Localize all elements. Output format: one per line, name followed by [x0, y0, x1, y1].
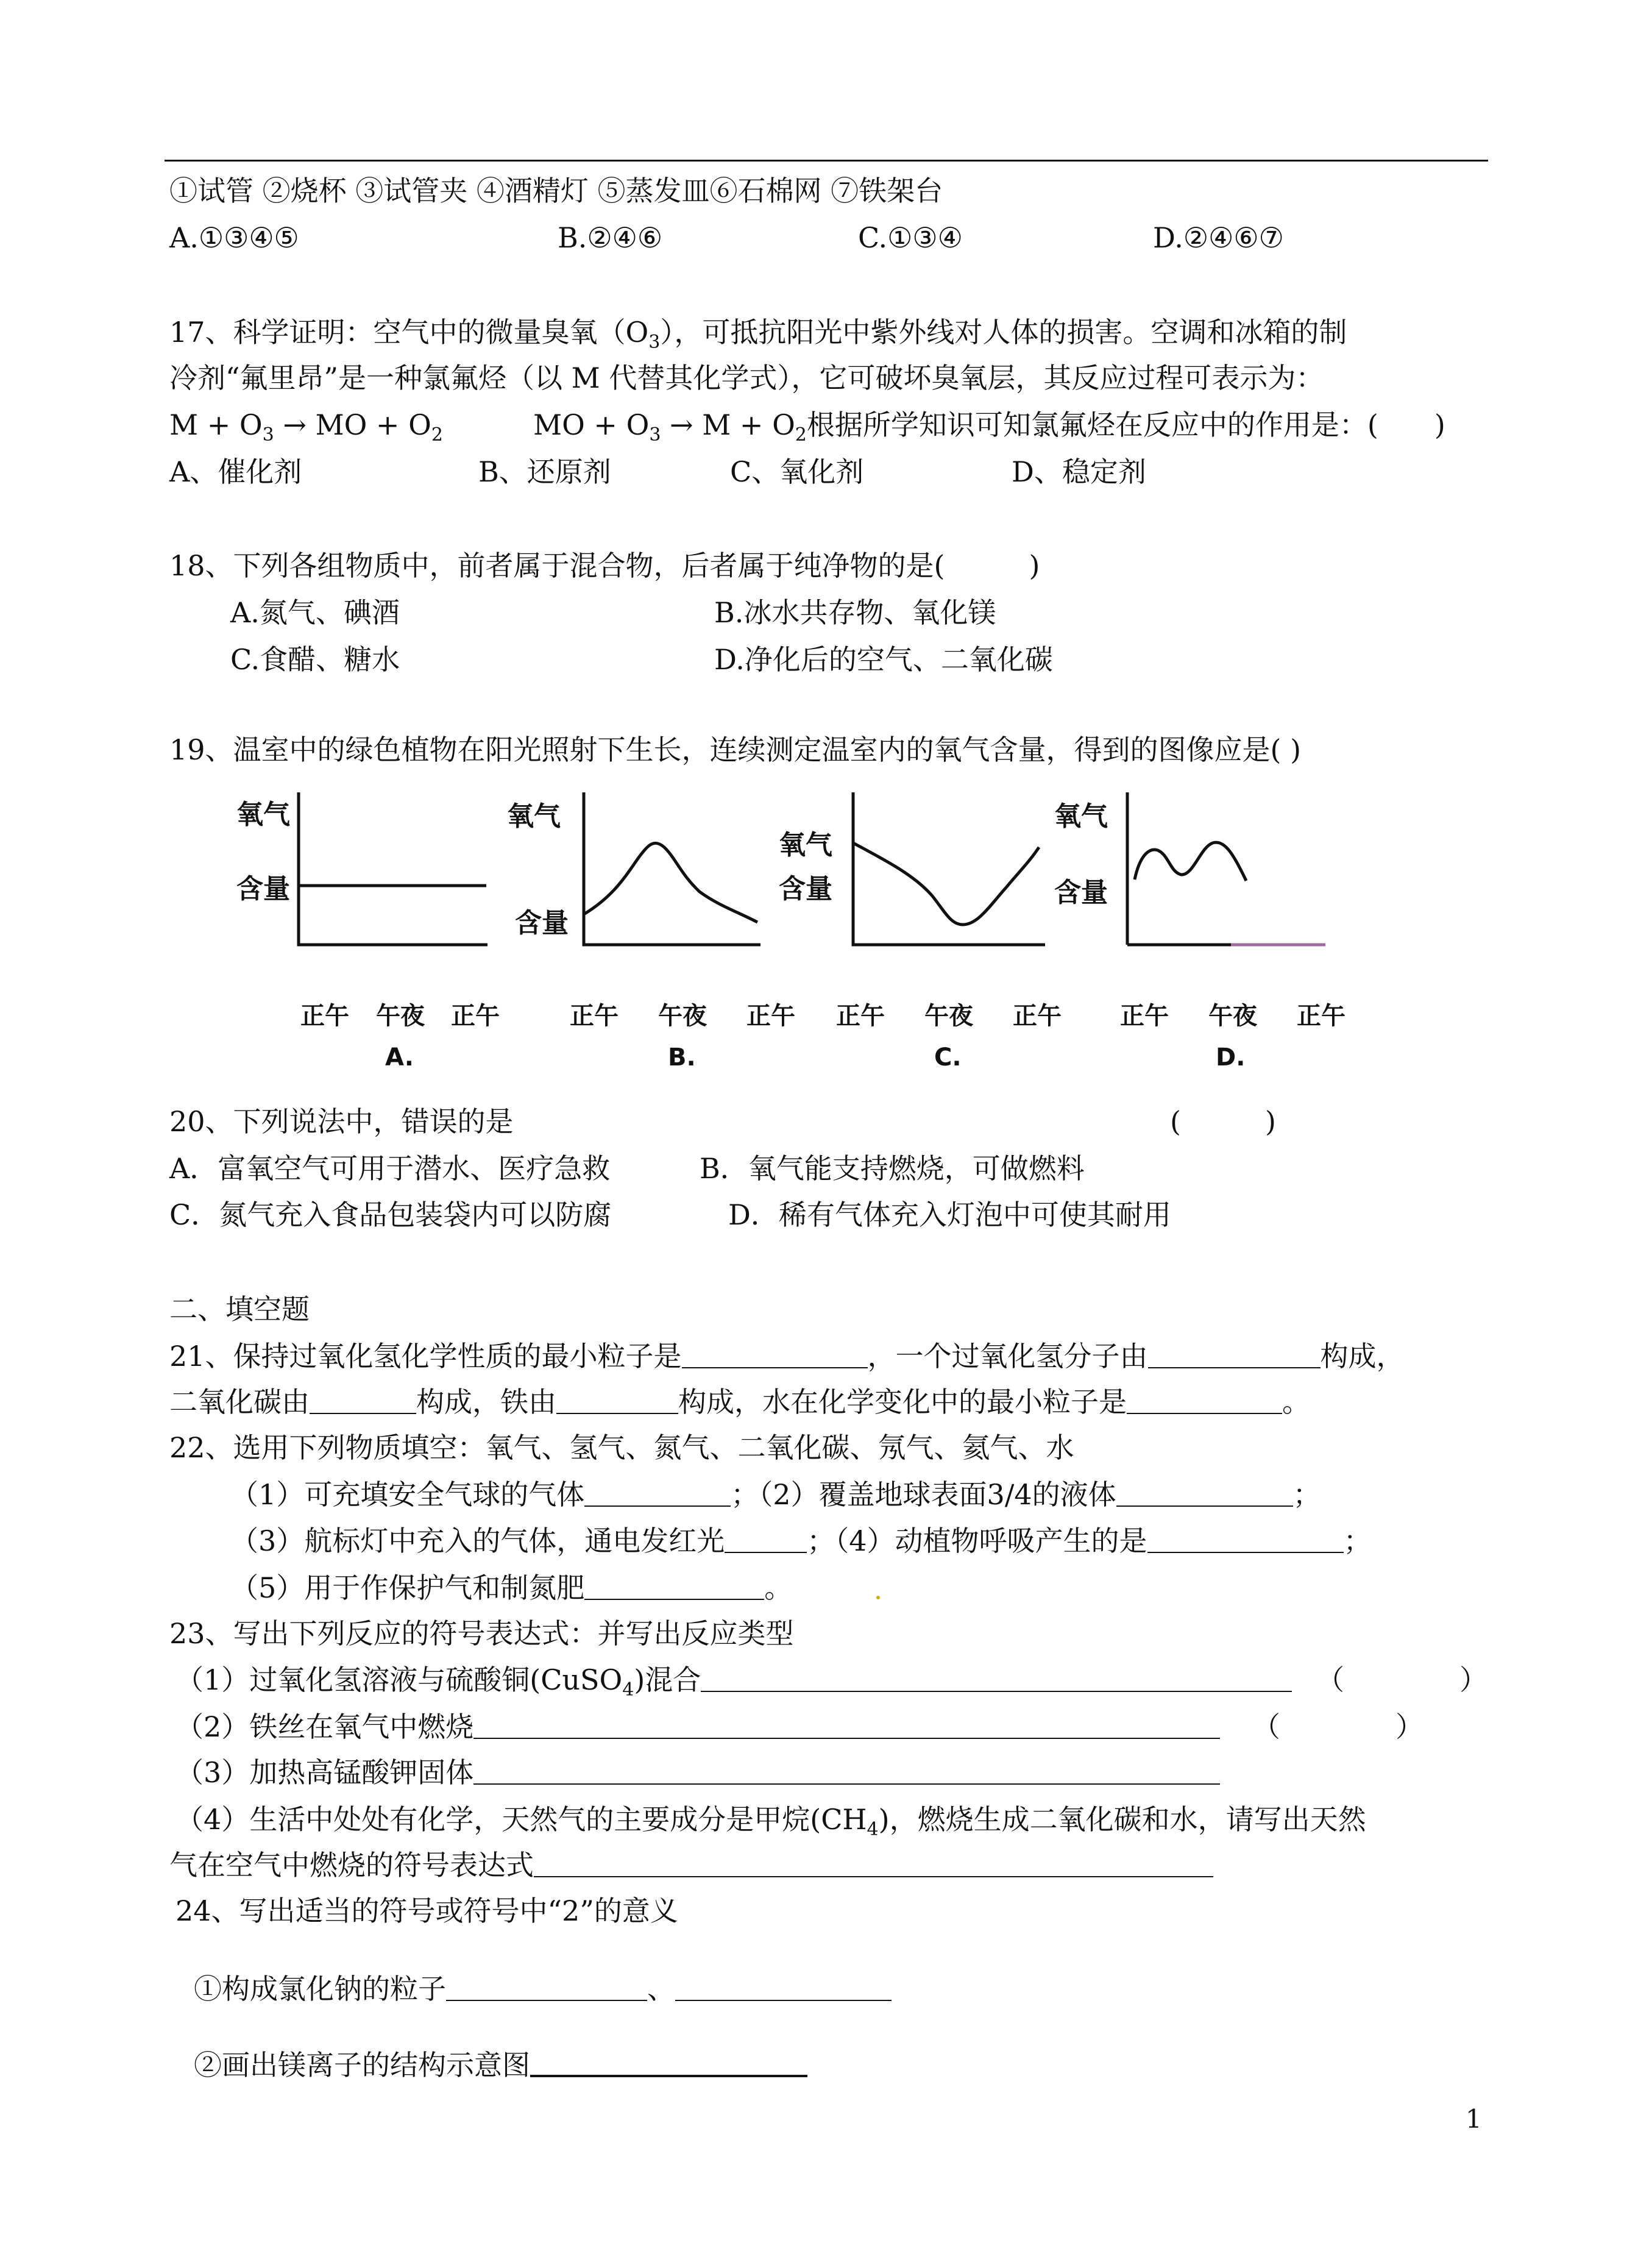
q23-blank-4[interactable] [534, 1849, 1213, 1877]
q23-stem: 23、写出下列反应的符号表达式：并写出反应类型 [169, 1617, 794, 1650]
q17-line1: 17、科学证明：空气中的微量臭氧$(O_3)$，可抵抗阳光中紫外线对人体的损害。空调和冰箱的制 [169, 316, 1347, 353]
q16-option-c: C.①③④ [858, 221, 963, 254]
stray-dot [876, 1596, 880, 1599]
q23-line5: 气在空气中燃烧的符号表达式 [169, 1847, 1213, 1883]
graph-d-xtick-1: 正午 [1120, 1002, 1169, 1030]
graph-a-ylabel-bottom: 含量 [236, 873, 290, 905]
graph-d-xtick-3: 正午 [1297, 1002, 1346, 1030]
graph-d [1121, 789, 1335, 954]
graph-a-xtick-1: 正午 [300, 1002, 349, 1030]
q23-line4: （4）生活中处处有化学，天然气的主要成分是甲烷$(CH_4)$，燃烧生成二氧化碳和水，请写出天然 [176, 1803, 1366, 1840]
q24-line2: ②画出镁离子的结构示意图 [194, 2047, 807, 2083]
q21-line2: 二氧化碳由 构成，铁由 构成，水在化学变化中的最小粒子是 。 [169, 1385, 1310, 1418]
q20-stem: 20、下列说法中，错误的是 [169, 1105, 514, 1138]
graph-d-ylabel-top: 氧气 [1054, 801, 1108, 832]
q19-stem: 19、温室中的绿色植物在阳光照射下生长，连续测定温室内的氧气含量，得到的图像应是( ) [169, 733, 1302, 766]
page-number: 1 [1466, 2104, 1482, 2134]
graph-b-axes [584, 792, 760, 945]
q21-line1: 21、保持过氧化氢化学性质的最小粒子是 ，一个过氧化氢分子由 构成， [169, 1340, 1405, 1373]
q17-option-c: C、氧化剂 [730, 455, 864, 488]
q22-blank-2[interactable] [1116, 1479, 1293, 1507]
graph-c-xtick-3: 正午 [1013, 1002, 1062, 1030]
q18-option-b: B.冰水共存物、氧化镁 [714, 596, 996, 629]
q23-blank-1[interactable] [701, 1664, 1292, 1692]
q24-stem: 24、写出适当的符号或符号中“2”的意义 [176, 1894, 678, 1927]
graph-a-xtick-3: 正午 [451, 1002, 500, 1030]
q16-option-b: B.②④⑥ [558, 221, 663, 254]
q22-blank-4[interactable] [1147, 1525, 1344, 1553]
q23-line1-paren-close: ） [1459, 1663, 1487, 1696]
q20-answer-paren: ( ) [1170, 1105, 1276, 1138]
q16-items: ①试管 ②烧杯 ③试管夹 ④酒精灯 ⑤蒸发皿⑥石棉网 ⑦铁架台 [169, 174, 943, 207]
q23-line1: （1）过氧化氢溶液与硫酸铜(CuSO$_4$)混合 [176, 1662, 1292, 1708]
graph-a-ylabel-top: 氧气 [236, 799, 290, 830]
graph-b-xtick-1: 正午 [570, 1002, 619, 1030]
q22-blank-3[interactable] [725, 1525, 807, 1553]
q18-stem: 18、下列各组物质中，前者属于混合物，后者属于纯净物的是( ) [169, 549, 1040, 582]
graph-b-xtick-3: 正午 [746, 1002, 795, 1030]
q22-blank-5[interactable] [584, 1572, 764, 1600]
graph-a [292, 789, 494, 954]
graph-d-xtick-2: 午夜 [1208, 1002, 1257, 1030]
q22-line1: （1）可充填安全气球的气体 ；（2）覆盖地球表面3/4的液体 ； [230, 1478, 1321, 1511]
section-title: 二、填空题 [169, 1293, 310, 1326]
q17-equation-2: MO + $O_3 \to M + O_2$根据所学知识可知氯氟烃在反应中的作用是：( ) [533, 408, 1445, 446]
q18-option-d: D.净化后的空气、二氧化碳 [714, 643, 1053, 676]
graph-a-axes [299, 792, 488, 945]
graph-d-ylabel-bottom: 含量 [1054, 877, 1108, 908]
q22-line3: （5）用于作保护气和制氮肥 。 [230, 1571, 793, 1604]
graph-b-choice: B. [668, 1043, 696, 1072]
q24-blank-1[interactable] [446, 1973, 647, 2001]
q23-line3: （3）加热高锰酸钾固体 [176, 1754, 1220, 1791]
graph-d-curve [1135, 842, 1246, 881]
q22-stem: 22、选用下列物质填空：氧气、氢气、氮气、二氧化碳、氖气、氦气、水 [169, 1431, 1074, 1464]
q17-equation-1: $M + O_3$ → MO + $O_2$ [169, 408, 443, 446]
graph-d-choice: D. [1216, 1043, 1246, 1072]
q16-option-a: A.①③④⑤ [169, 221, 299, 254]
q21-blank-5[interactable] [1127, 1386, 1282, 1414]
q17-line2: 冷剂“氟里昂”是一种氯氟烃（以 M 代替其化学式），它可破坏臭氧层，其反应过程可表示为： [169, 361, 1324, 394]
graph-b-ylabel-bottom: 含量 [515, 908, 569, 939]
q23-line2-paren-open: （ [1252, 1710, 1280, 1743]
q16-option-d: D.②④⑥⑦ [1153, 221, 1284, 254]
q21-blank-2[interactable] [1148, 1340, 1321, 1368]
q17-option-d: D、稳定剂 [1012, 455, 1146, 488]
graph-b-ylabel-top: 氧气 [507, 801, 561, 832]
graph-c-curve [853, 843, 1039, 925]
q21-blank-4[interactable] [556, 1386, 678, 1414]
q18-option-c: C.食醋、糖水 [230, 643, 400, 676]
q21-blank-1[interactable] [682, 1340, 868, 1368]
q17-option-a: A、催化剂 [169, 455, 302, 488]
q20-option-b: B．氧气能支持燃烧，可做燃料 [700, 1152, 1085, 1185]
q20-option-a: A．富氧空气可用于潜水、医疗急救 [169, 1152, 611, 1185]
graph-a-xtick-2: 午夜 [376, 1002, 425, 1030]
graph-c-choice: C. [934, 1043, 962, 1072]
graph-a-choice: A. [385, 1043, 414, 1072]
q23-blank-3[interactable] [473, 1757, 1220, 1785]
q22-blank-1[interactable] [584, 1479, 731, 1507]
q18-option-a: A.氮气、碘酒 [230, 596, 400, 629]
q23-line2: （2）铁丝在氧气中燃烧 [176, 1708, 1220, 1745]
header-rule [165, 160, 1488, 162]
graph-b-xtick-2: 午夜 [658, 1002, 707, 1030]
q20-option-d: D．稀有气体充入灯泡中可使其耐用 [728, 1198, 1171, 1231]
q24-blank-3[interactable] [530, 2048, 807, 2077]
q22-line2: （3）航标灯中充入的气体，通电发红光 ；（4）动植物呼吸产生的是 ； [230, 1524, 1372, 1557]
q23-line1-paren-open: （ [1316, 1663, 1344, 1696]
q23-line2-paren-close: ） [1395, 1710, 1424, 1743]
q21-blank-3[interactable] [310, 1386, 416, 1414]
graph-c-xtick-1: 正午 [836, 1002, 885, 1030]
q24-blank-2[interactable] [675, 1973, 892, 2001]
q20-option-c: C．氮气充入食品包装袋内可以防腐 [169, 1198, 612, 1231]
graph-c-ylabel-top: 氧气 [779, 830, 832, 861]
graph-c-ylabel-bottom: 含量 [779, 873, 832, 905]
graph-c-xtick-2: 午夜 [924, 1002, 973, 1030]
graph-c [847, 789, 1054, 954]
graph-c-axes [853, 792, 1045, 945]
q17-option-b: B、还原剂 [478, 455, 611, 488]
graph-b-curve [584, 843, 757, 922]
q24-line1: ①构成氯化钠的粒子 、 [194, 1971, 892, 2007]
q23-blank-2[interactable] [473, 1711, 1220, 1739]
graph-b [578, 789, 767, 954]
